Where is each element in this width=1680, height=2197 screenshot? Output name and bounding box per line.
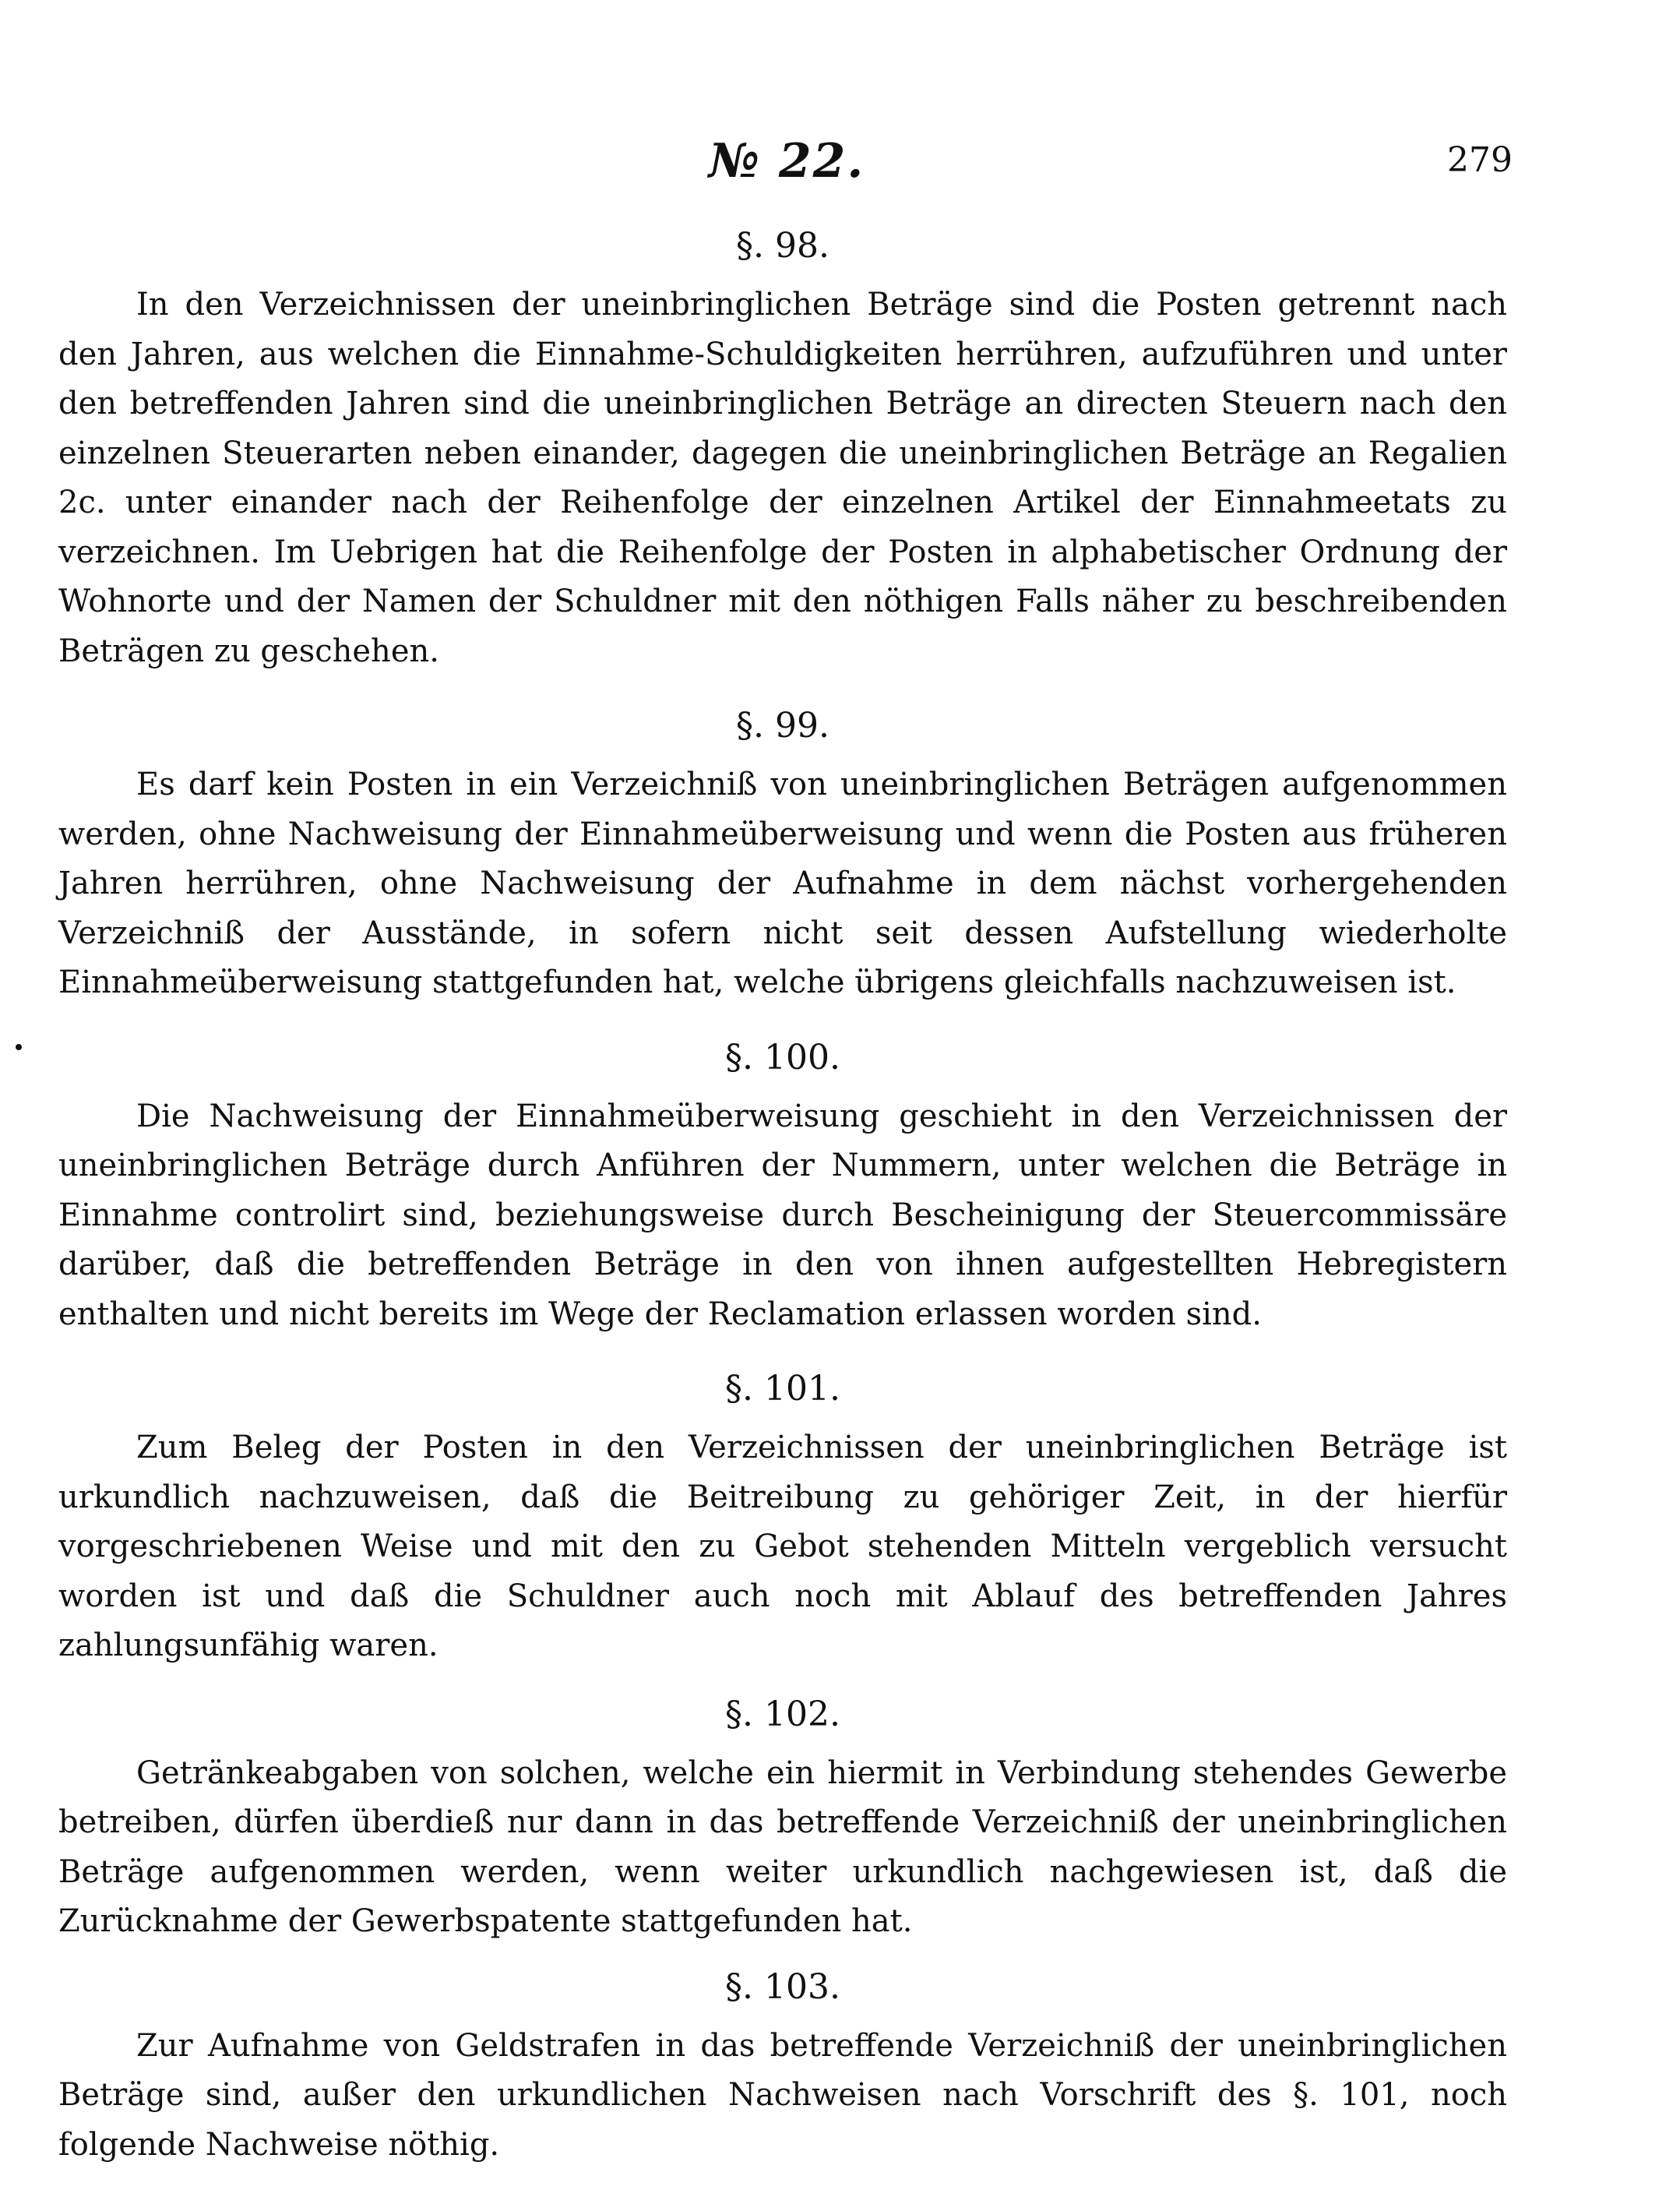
section-heading: §. 100. [725, 1037, 840, 1077]
section-text: Es darf kein Posten in ein Verzeichniß von uneinbringlichen Beträgen aufgenommen werden, ohne Nachweisung der Einnahmeüberweisung und wenn die Posten aus früheren Jahren herrühren, ohne Nachweisung der Aufnahme in dem nächst vorhergehenden Verzeichniß der Ausstände, in sofern nicht seit dessen Aufstellung wiederholte Einnahmeüberweisung stattgefunden hat, welche übrigens gleichfalls nachzuweisen ist. [58, 767, 1507, 1000]
section-100 [58, 1038, 1507, 1340]
section-text: In den Verzeichnissen der uneinbringlichen Beträge sind die Posten getrennt nach den Jahren, aus welchen die Einnahme-Schuldigkeiten herrühren, aufzuführen und unter den betreffenden Jahren sind die uneinbringlichen Beträge an directen Steuern nach den einzelnen Steuerarten neben einander, dagegen die uneinbringlichen Beträge an Regalien 2c. unter einander nach der Reihenfolge der einzelnen Artikel der Einnahmeetats zu verzeichnen. Im Uebrigen hat die Reihenfolge der Posten in alphabetischer Ordnung der Wohnorte und der Namen der Schuldner mit den nöthigen Falls näher zu beschreibenden Beträgen zu geschehen. [58, 287, 1507, 669]
section-text: Zur Aufnahme von Geldstrafen in das betreffende Verzeichniß der uneinbringlichen Beträge sind, außer den urkundlichen Nachweisen nach Vorschrift des §. 101, noch folgende Nachweise nöthig. [58, 2027, 1507, 2163]
document-body [58, 226, 1507, 2170]
section-heading: §. 102. [725, 1694, 840, 1734]
issue-number: № 22. [708, 134, 865, 189]
section-99 [58, 706, 1507, 1008]
section-heading: §. 98. [736, 226, 829, 266]
section-text: Zum Beleg der Posten in den Verzeichnissen der uneinbringlichen Beträge ist urkundlich nachzuweisen, daß die Beitreibung zu gehöriger Zeit, in der hierfür vorgeschriebenen Weise und mit den zu Gebot stehenden Mitteln vergeblich versucht worden ist und daß die Schuldner auch noch mit Ablauf des betreffenden Jahres zahlungsunfähig waren. [58, 1430, 1507, 1663]
margin-dot [16, 1044, 22, 1050]
section-text: Getränkeabgaben von solchen, welche ein hiermit in Verbindung stehendes Gewerbe betreiben, dürfen überdieß nur dann in das betreffende Verzeichniß der uneinbringlichen Beträge aufgenommen werden, wenn weiter urkundlich nachgewiesen ist, daß die Zurücknahme der Gewerbspatente stattgefunden hat. [58, 1754, 1507, 1939]
section-heading: §. 101. [725, 1369, 840, 1409]
section-heading: §. 99. [736, 706, 829, 746]
section-103 [58, 1967, 1507, 2171]
section-text: Die Nachweisung der Einnahmeüberweisung geschieht in den Verzeichnissen der uneinbringlichen Beträge durch Anführen der Nummern, unter welchen die Beträge in Einnahme controlirt sind, beziehungsweise durch Bescheinigung der Steuercommissäre darüber, daß die betreffenden Beträge in den von ihnen aufgestellten Hebregistern enthalten und nicht bereits im Wege der Reclamation erlassen worden sind. [58, 1098, 1507, 1332]
section-98 [58, 226, 1507, 676]
page-number: 279 [1447, 140, 1513, 180]
section-102 [58, 1694, 1507, 1947]
section-101 [58, 1369, 1507, 1671]
section-heading: §. 103. [725, 1966, 840, 2007]
